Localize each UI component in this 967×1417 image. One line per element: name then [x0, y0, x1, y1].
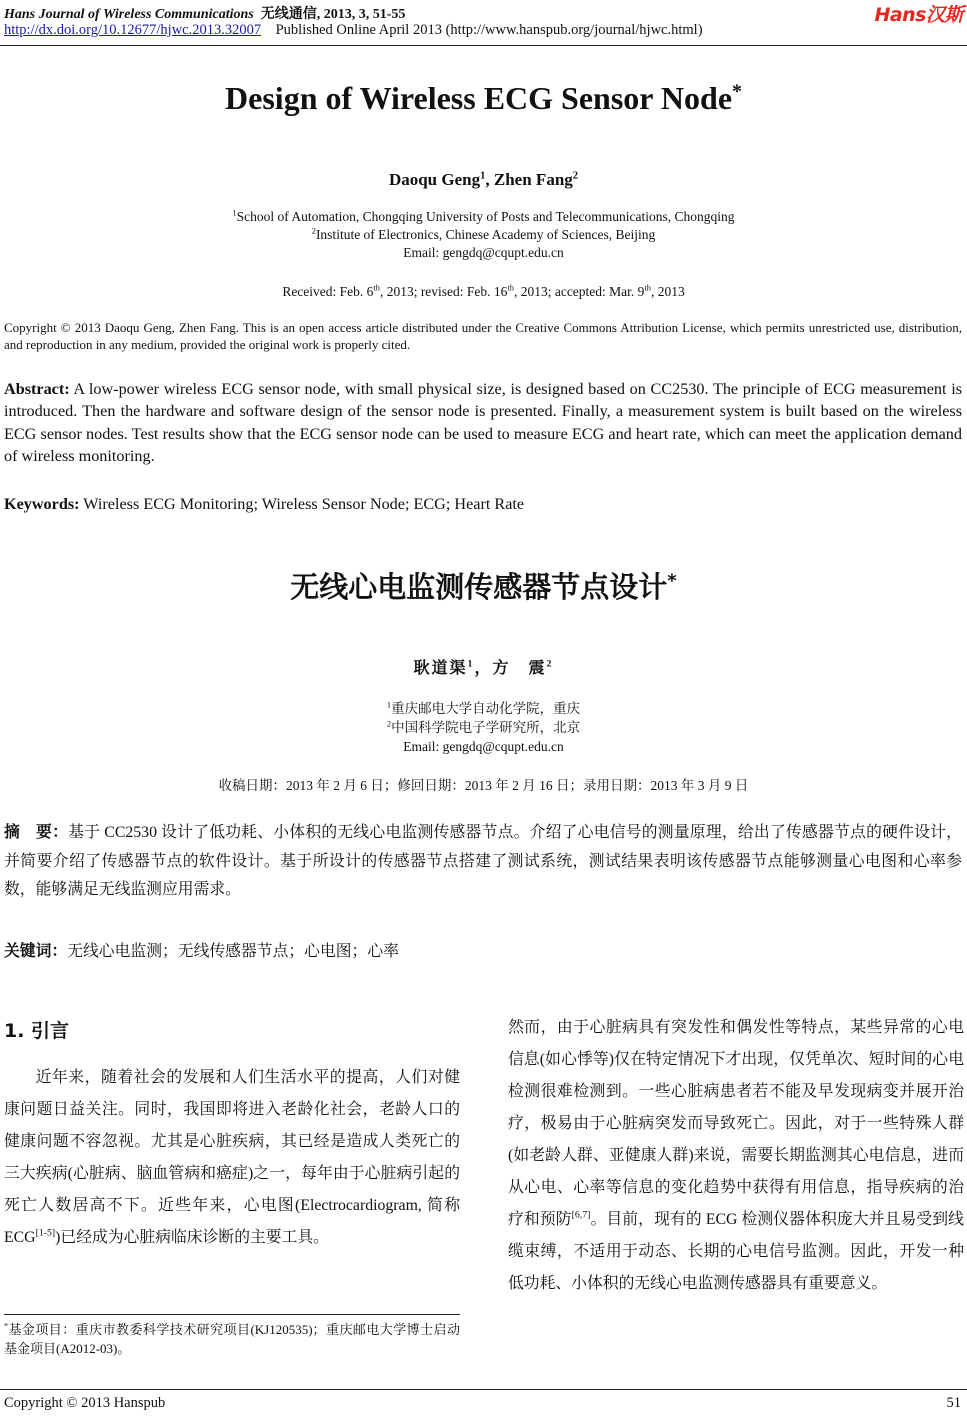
footer-copyright: Copyright © 2013 Hanspub	[4, 1395, 166, 1411]
keywords-cn	[4, 937, 962, 967]
title-footnote-mark: *	[732, 80, 742, 103]
doi-line	[4, 22, 703, 39]
email-cn: Email: gengdq@cqupt.edu.cn	[403, 739, 564, 754]
journal-name-cn: 无线通信, 2013, 3, 51-55	[260, 7, 406, 22]
abstract-text: A low-power wireless ECG sensor node, with small physical size, is designed based on CC2530. The principle of ECG measurement is introduced. Then the hardware and software design of the sensor node is presented. Finally, a measurement system is built based on the wireless ECG sensor nodes. Test results show that the ECG sensor node can be used to measure ECG and heart rate, which can meet the application demand of wireless monitoring.	[4, 380, 962, 465]
abstract-cn	[4, 818, 962, 905]
keywords-en	[4, 493, 962, 515]
abstract-en	[4, 378, 962, 467]
abstract-cn-label: 摘 要：	[4, 822, 69, 841]
affiliation-2-cn: $^2$中国科学院电子学研究所，北京	[386, 719, 581, 735]
dates-en: Received: Feb. 6th, 2013; revised: Feb. 16th, 2013; accepted: Mar. 9th, 2013	[282, 283, 685, 299]
footer-rule	[0, 1389, 967, 1390]
citation-1-5: [1-5]	[35, 1227, 56, 1239]
journal-name-en: Hans Journal of Wireless Communications	[4, 7, 254, 22]
paper-title-en: Design of Wireless ECG Sensor Node*	[225, 80, 742, 116]
published-info: Published Online April 2013 (http://www.hanspub.org/journal/hjwc.html)	[275, 22, 703, 38]
page-number: 51	[946, 1395, 961, 1411]
affiliations-en	[0, 208, 967, 262]
doi-link[interactable]: http://dx.doi.org/10.12677/hjwc.2013.32007	[4, 22, 262, 38]
section-1-right-paragraph: 然而，由于心脏病具有突发性和偶发性等特点，某些异常的心电信息(如心悸等)仅在特定情况下才出现，仅凭单次、短时间的心电检测很难检测到。一些心脏病患者若不能及早发现病变并展开治疗，极易由于心脏病突发而导致死亡。因此，对于一些特殊人群(如老龄人群、亚健康人群)来说，需要长期监测其心电信息，进而从心电、心率等信息的变化趋势中获得有用信息，指导疾病的治疗和预防[6,7]。目前，现有的 ECG 检测仪器体积庞大并且易受到线缆束缚，不适用于动态、长期的心电信号监测。因此，开发一种低功耗、小体积的无线心电监测传感器具有重要意义。	[508, 1019, 964, 1292]
abstract-label: Abstract:	[4, 380, 70, 398]
hans-logo: Hans汉斯	[874, 4, 963, 26]
section-1-heading: 1. 引言	[4, 1020, 70, 1042]
footnote-rule	[4, 1314, 460, 1315]
copyright-note: Copyright © 2013 Daoqu Geng, Zhen Fang. This is an open access article distributed under the Creative Commons Attribution License, which permits unrestricted use, distribution, and reproduction in any medium, provided the original work is properly cited.	[4, 320, 962, 352]
dates-cn: 收稿日期：2013 年 2 月 6 日；修回日期：2013 年 2 月 16 日；录用日期：2013 年 3 月 9 日	[218, 778, 749, 793]
abstract-cn-text: 基于 CC2530 设计了低功耗、小体积的无线心电监测传感器节点。介绍了心电信号的测量原理，给出了传感器节点的硬件设计，并简要介绍了传感器节点的软件设计。基于所设计的传感器节点搭建了测试系统，测试结果表明该传感器节点能够测量心电图和心率参数，能够满足无线监测应用需求。	[4, 824, 962, 898]
section-1-left-paragraph: 近年来，随着社会的发展和人们生活水平的提高，人们对健康问题日益关注。同时，我国即将进入老龄化社会，老龄人口的健康问题不容忽视。尤其是心脏疾病，其已经是造成人类死亡的三大疾病(心脏病、脑血管病和癌症)之一，每年由于心脏病引起的死亡人数居高不下。近些年来，心电图(Electrocardiogram, 简称 ECG[1-5])已经成为心脏病临床诊断的主要工具。	[4, 1069, 460, 1246]
authors-cn: 耿道渠$^1$，方 震$^2$	[413, 658, 554, 677]
citation-6-7: [6,7]	[571, 1209, 591, 1221]
keywords-text: Wireless ECG Monitoring; Wireless Sensor Node; ECG; Heart Rate	[79, 495, 525, 513]
keywords-label: Keywords:	[4, 495, 80, 513]
header-rule	[0, 45, 967, 46]
journal-header	[4, 3, 405, 23]
funding-footnote: *基金项目：重庆市教委科学技术研究项目(KJ120535)；重庆邮电大学博士启动基金项目(A2012-03)。	[4, 1321, 460, 1356]
paper-title-cn: 无线心电监测传感器节点设计*	[290, 570, 677, 604]
keywords-cn-label: 关键词：	[4, 941, 68, 960]
affiliations-cn	[0, 699, 967, 756]
email-en: Email: gengdq@cqupt.edu.cn	[403, 245, 564, 260]
affiliation-2-en: $^2$Institute of Electronics, Chinese Academy of Sciences, Beijing	[311, 226, 656, 242]
keywords-cn-text: 无线心电监测；无线传感器节点；心电图；心率	[67, 943, 399, 960]
affiliation-1-cn: $^1$重庆邮电大学自动化学院，重庆	[386, 700, 581, 716]
affiliation-1-en: $^1$School of Automation, Chongqing University of Posts and Telecommunications, Chongqing	[232, 208, 735, 224]
authors-en: Daoqu Geng$^1$, Zhen Fang$^2$	[388, 170, 579, 189]
